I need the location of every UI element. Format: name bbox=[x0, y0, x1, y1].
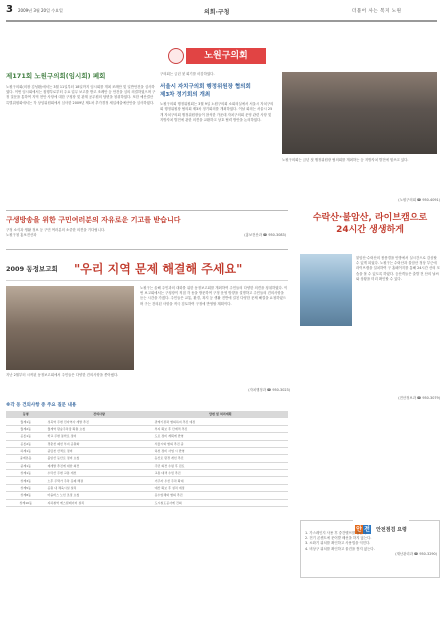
table-row bbox=[6, 418, 288, 425]
page-header bbox=[0, 0, 443, 20]
table-cell: 상계8동 bbox=[6, 492, 45, 499]
table-row bbox=[6, 455, 288, 462]
table-cell: 상계1동 bbox=[6, 470, 45, 477]
table-header-cell: 동명 bbox=[6, 411, 45, 418]
table-cell: 마을버스 노선 조정 요청 bbox=[45, 492, 152, 499]
council-badge: 노원구의회 bbox=[186, 48, 266, 64]
banner-body: 구정 소식과 생활 정보 등 구민 여러분의 소중한 의견을 기다립니다. bbox=[6, 228, 106, 232]
article-title-2: 제3차 정기회의 개최 bbox=[160, 92, 211, 99]
article-intro: 구의회는 금년 첫 회기를 마감하였다. bbox=[160, 72, 215, 76]
safety-badge-1: 안 bbox=[356, 526, 362, 533]
table-cell: 등산로 환경 개선 추진 bbox=[153, 455, 288, 462]
safety-item: 3. 소화기 위치를 확인하고 사용법을 익힌다. bbox=[305, 541, 371, 546]
table-cell: 예산 확보 후 설치 예정 bbox=[153, 484, 288, 491]
safety-box bbox=[300, 520, 440, 578]
slogan: 더불어 사는 복지 노원 bbox=[352, 9, 402, 14]
banner-contact-label: 노원구청 홍보전산과 bbox=[6, 233, 37, 238]
table-row bbox=[6, 499, 288, 506]
mountain-photo bbox=[300, 254, 352, 326]
article-session bbox=[6, 72, 156, 106]
table-cell: 성북역 주변 민자역사 개발 추진 bbox=[45, 418, 152, 425]
table-row bbox=[6, 492, 288, 499]
table-cell: 지하철역 에스컬레이터 설치 bbox=[45, 499, 152, 506]
table-cell: 거주자 우선 주차 확대 bbox=[153, 477, 288, 484]
livecam-dept: (전산정보과 ☎ 950-3079) bbox=[398, 396, 440, 400]
banner-phone: (홍보전산과 ☎ 950-3083) bbox=[244, 233, 286, 237]
table-row bbox=[6, 440, 288, 447]
table-row bbox=[6, 433, 288, 440]
table-row bbox=[6, 470, 288, 477]
table-cell: 학교 주변 통학로 정비 bbox=[45, 433, 152, 440]
table-cell: 상계10동 bbox=[6, 499, 45, 506]
report-dept: (자치행정과 ☎ 950-3023) bbox=[248, 388, 290, 392]
table-cell: 주민 의견 수렴 후 검토 bbox=[153, 462, 288, 469]
table-cell: 서울시와 협의 추진 중 bbox=[153, 440, 288, 447]
safety-dept: (재난관리과 ☎ 950-3290) bbox=[395, 551, 437, 556]
table-row bbox=[6, 447, 288, 454]
safety-item: 2. 전기 콘센트에 문어발 배선을 하지 않는다. bbox=[305, 536, 372, 541]
photo-caption: 노원구의회는 금년 첫 행정위원장 협의회를 개최하는 등 지방자치 발전에 힘쓰고 있다. bbox=[282, 158, 409, 162]
table-cell: 하계1동 bbox=[6, 447, 45, 454]
council-seal-icon bbox=[168, 48, 184, 64]
safety-item: 4. 비상구 위치를 확인하고 물건을 쌓지 않는다. bbox=[305, 546, 375, 551]
photo-caption-contact: (노원구의회 ☎ 950-4091) bbox=[398, 198, 440, 202]
report-label: 2009 동정보고회 bbox=[6, 265, 58, 273]
report-body: 노원구는 올해 주민과의 대화를 위한 동정보고회를 개최하여 주민들의 다양한 의견을 청취하였다. 이번 보고회에서는 구청장이 직접 각 동을 방문하여 구정 운영 방향을 설명하고 주민들의 건의사항을 듣는 시간을 가졌다. 주민들은 교통, 환경, 복지 등 생활 전반에 걸친 다양한 문제 해결을 요청하였으며 구는 건의된 사항을 적극 검토하여 구정에 반영할 계획이다. bbox=[140, 286, 288, 306]
table-row bbox=[6, 462, 288, 469]
livecam-article bbox=[300, 212, 440, 236]
header-divider bbox=[6, 20, 437, 22]
safety-badge-2: 전 bbox=[364, 526, 370, 533]
section-title: 의회·구청 bbox=[204, 9, 230, 16]
table-cell: 월계2동 bbox=[6, 425, 45, 432]
table-header-row bbox=[6, 411, 288, 418]
table-header-cell: 건의사항 bbox=[45, 411, 152, 418]
table-cell: 중랑천 산책로 정비 bbox=[45, 447, 152, 454]
meeting-photo bbox=[282, 72, 437, 154]
table-header-cell: 답변 및 처리계획 bbox=[153, 411, 288, 418]
article-title-1: 서울시 자치구의회 행정위원장 협의회 bbox=[160, 84, 251, 91]
table-cell: 재개발 추진에 대한 의견 bbox=[45, 462, 152, 469]
livecam-title-2: 24시간 생생하게 bbox=[336, 225, 404, 235]
table-row bbox=[6, 477, 288, 484]
table-cell: 운수업체와 협의 추진 bbox=[153, 492, 288, 499]
report-header bbox=[6, 255, 288, 281]
table-cell: 관계기관과 협의하여 추진 예정 bbox=[153, 418, 288, 425]
table-cell: 부지 확보 후 단계적 추진 bbox=[153, 425, 288, 432]
article-committee bbox=[160, 72, 275, 123]
table-cell: 경춘선 폐선 부지 공원화 bbox=[45, 440, 152, 447]
table-cell: 공릉2동 bbox=[6, 440, 45, 447]
table-cell: 도로 정비 계획에 반영 bbox=[153, 433, 288, 440]
table-cell: 월계1동 bbox=[6, 418, 45, 425]
table-cell: 도시철도공사에 건의 bbox=[153, 499, 288, 506]
petition-table bbox=[6, 411, 288, 507]
table-cell: 교통 대책 수립 추진 bbox=[153, 470, 288, 477]
table-cell: 월계역 환승주차장 확충 요청 bbox=[45, 425, 152, 432]
table-title: ※각 동 건의사항 중 주요 질문 내용 bbox=[6, 403, 77, 408]
table-cell: 중계1동 bbox=[6, 462, 45, 469]
table-cell: 하천 정비 사업 시 반영 bbox=[153, 447, 288, 454]
table-row bbox=[6, 484, 288, 491]
table-cell: 노후 주택가 주차 문제 해결 bbox=[45, 477, 152, 484]
report-photo-caption: 지난 2월부터 시작된 동정보고회에서 주민들은 다양한 건의사항을 쏟아냈다. bbox=[6, 373, 119, 377]
petition-table-block bbox=[6, 402, 288, 507]
report-quote: "우리 지역 문제 해결해 주세요" bbox=[74, 262, 243, 276]
table-cell: 불암산 등산로 정비 요청 bbox=[45, 455, 152, 462]
safety-title: 안전점검 요령 bbox=[376, 527, 407, 533]
table-cell: 공릉1동 bbox=[6, 433, 45, 440]
article-body: 노원구의회(의장 김성환)에서는 3월 11일부터 18일까지 임시회를 개최 조례안 및 일반안건을 심사하였다. 이번 임시회에서는 집행부로부터 주요 업무 보고를 받고 조례안 등 안건을 심의 의결하였으며 구정 질문을 통하여 지역 현안 사항에 대한 구청장 및 관계 공무원의 답변을 청취하였다. 또한 예산결산특별위원회에서는 각 상임위원회에서 심사한 2009년 제1차 추가경정 세입세출예산안을 심사하였다. bbox=[6, 85, 156, 105]
contribution-banner bbox=[6, 210, 288, 250]
safety-item: 1. 가스레인지 사용 후 중간밸브를 잠근다. bbox=[305, 531, 368, 535]
banner-title: 구생방송을 위한 구민여러분의 자유로운 기고를 받습니다 bbox=[6, 216, 181, 224]
table-cell: 상계5동 bbox=[6, 484, 45, 491]
issue-date: 2009년 3월 20일 수요일 bbox=[18, 8, 63, 13]
table-cell: 공원 내 체육시설 설치 bbox=[45, 484, 152, 491]
report-photo bbox=[6, 286, 134, 370]
table-row bbox=[6, 425, 288, 432]
livecam-body: 불암산·수락산의 봄풍경을 안방에서 실시간으로 감상할 수 있게 되었다. 노원구는 수락산과 불암산 정상 부근에 라이브캠을 설치하여 구 홈페이지를 통해 24시간 산의 모습을 볼 수 있도록 하였다. 등산객들은 출발 전 산의 날씨와 상황을 미리 확인할 수 있다. bbox=[356, 256, 440, 281]
livecam-title-1: 수락산·불암산, 라이브캠으로 bbox=[312, 213, 428, 223]
page-number: 3 bbox=[6, 4, 13, 15]
safety-list bbox=[305, 531, 437, 557]
table-cell: 수락산 주변 교통 개선 bbox=[45, 470, 152, 477]
article-body: 노원구의회 행정위원회는 3월 9일 노원구의회 소회의실에서 서울시 자치구의회 행정위원장 협의회 제3차 정기회의를 개최하였다. 이날 회의는 서울시 25개 자치구의회 행정위원장들이 참석한 가운데 자치구의회 운영 관련 사항 및 지방자치 발전에 관한 의견을 교환하고 상호 협력 방안을 논의하였다. bbox=[160, 102, 274, 122]
table-cell: 중계본동 bbox=[6, 455, 45, 462]
article-title: 제171회 노원구의회(임시회) 폐회 bbox=[6, 72, 106, 80]
table-cell: 상계3동 bbox=[6, 477, 45, 484]
